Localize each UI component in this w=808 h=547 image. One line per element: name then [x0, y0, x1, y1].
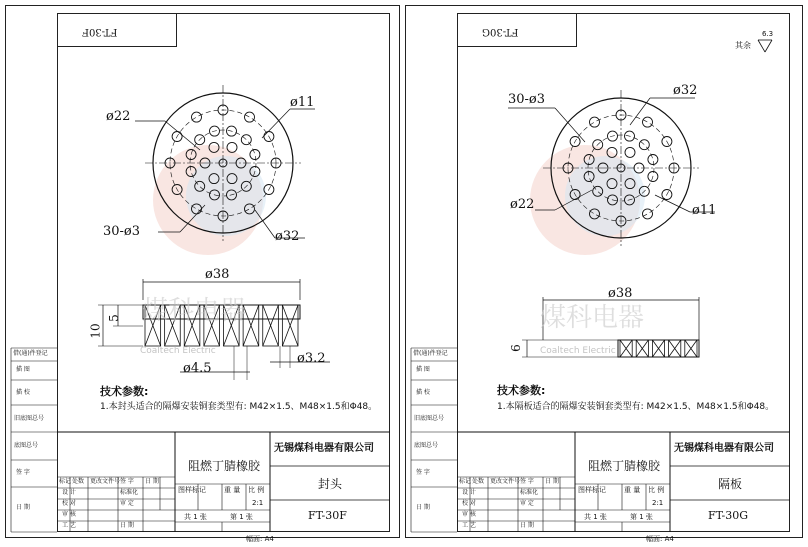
dim-h5: 5: [106, 314, 121, 322]
role-design: 设 计: [462, 489, 476, 496]
side-label-4: 旧底图总号: [414, 415, 445, 422]
format-label: 幅面: A4: [246, 535, 274, 543]
side-label-2: 描 图: [416, 366, 430, 373]
side-label-4: 旧底图总号: [14, 415, 45, 422]
rev-header-5: 日 期: [545, 478, 559, 485]
rev-header-2: 处数: [72, 478, 85, 485]
stage-header-2: 重 量: [624, 486, 641, 494]
drawing-code: FT-30F: [308, 509, 347, 522]
dim-d38: ø38: [205, 267, 230, 282]
tech-text: 1.本封头适合的隔爆安装铜套类型有: M42×1.5、M48×1.5和Φ48。: [100, 402, 378, 412]
side-label-1: 借(通)件登记: [13, 350, 48, 357]
watermark-en: Coaltech Electric: [540, 346, 616, 356]
scale-value: 2:1: [652, 499, 664, 507]
tech-text: 1.本隔板适合的隔爆安装铜套类型有: M42×1.5、M48×1.5和Φ48。: [497, 402, 775, 412]
dim-holes: 30-ø3: [103, 224, 141, 239]
rev-header-5: 日 期: [145, 478, 159, 485]
dim-d38: ø38: [608, 286, 633, 301]
company-label: 无锡煤科电器有限公司: [274, 443, 374, 454]
role-check: 校 对: [62, 500, 76, 507]
part-name: 封头: [318, 477, 343, 491]
side-label-5: 底图总号: [14, 442, 39, 449]
rev-header-4: 签 字: [520, 478, 534, 485]
role-process: 工 艺: [462, 522, 476, 529]
material-label: 阻燃丁腈橡胶: [588, 459, 661, 473]
dim-d32: ø32: [275, 229, 300, 244]
format-label: 幅面: A4: [646, 535, 674, 543]
role-process: 工 艺: [62, 522, 76, 529]
std-label-2: 审 定: [520, 500, 534, 507]
watermark-cn: 煤科电器: [142, 296, 247, 326]
std-label-3: 日 期: [520, 522, 534, 529]
rev-header-1: 标记: [459, 478, 472, 485]
side-label-2: 描 图: [16, 366, 30, 373]
hole: [648, 155, 658, 165]
std-label-3: 日 期: [120, 522, 134, 529]
stage-header-3: 比 例: [648, 486, 665, 494]
dim-d22: ø22: [510, 197, 535, 212]
dim-holes: 30-ø3: [508, 92, 546, 107]
hole: [643, 209, 653, 219]
std-label-1: 标准化: [120, 489, 139, 496]
role-check: 校 对: [462, 500, 476, 507]
stage-header-1: 图样标记: [578, 486, 606, 494]
side-label-5: 底图总号: [414, 442, 439, 449]
dim-d45: ø4.5: [183, 361, 212, 376]
rev-header-3: 更改文件号: [90, 478, 121, 485]
material-label: 阻燃丁腈橡胶: [188, 459, 261, 473]
tech-title: 技术参数:: [100, 385, 149, 398]
dim-d11: ø11: [692, 203, 717, 218]
side-label-1: 借(通)件登记: [413, 350, 448, 357]
dim-h6: 6: [508, 344, 523, 352]
rev-header-3: 更改文件号: [490, 478, 521, 485]
sheets-count: 共 1 张: [184, 513, 207, 521]
dim-d11: ø11: [290, 95, 315, 110]
std-label-2: 审 定: [120, 500, 134, 507]
stage-header-3: 比 例: [248, 486, 265, 494]
rev-header-2: 处数: [472, 478, 485, 485]
dim-h10: 10: [88, 323, 103, 339]
role-design: 设 计: [62, 489, 76, 496]
side-label-3: 描 校: [16, 389, 30, 396]
side-label-7: 日 期: [16, 504, 30, 511]
hole: [590, 117, 600, 127]
sheets-count: 共 1 张: [584, 513, 607, 521]
scale-value: 2:1: [252, 499, 264, 507]
side-label-7: 日 期: [416, 504, 430, 511]
side-label-6: 签 字: [16, 469, 30, 476]
surface-label: 其余: [735, 41, 751, 50]
hole: [625, 147, 635, 157]
sheet-number: 第 1 张: [630, 513, 653, 521]
side-label-3: 描 校: [416, 389, 430, 396]
dim-d32: ø32: [673, 83, 698, 98]
hole: [639, 140, 649, 150]
company-label: 无锡煤科电器有限公司: [674, 443, 774, 454]
dim-d22: ø22: [106, 109, 131, 124]
sheet-number: 第 1 张: [230, 513, 253, 521]
role-review: 审 核: [462, 511, 476, 518]
watermark-en: Coaltech Electric: [140, 346, 216, 356]
rev-header-4: 签 字: [120, 478, 134, 485]
dim-d32b: ø3.2: [297, 351, 326, 366]
surface-value: 6.3: [762, 30, 774, 38]
part-name: 隔板: [718, 477, 743, 491]
std-label-1: 标准化: [520, 489, 539, 496]
title-box-text: FT-30F: [82, 26, 118, 37]
tech-title: 技术参数:: [497, 384, 546, 397]
side-label-6: 签 字: [416, 469, 430, 476]
role-review: 审 核: [62, 511, 76, 518]
stage-header-1: 图样标记: [178, 486, 206, 494]
hole: [643, 117, 653, 127]
drawing-code: FT-30G: [708, 509, 749, 522]
rev-header-1: 标记: [59, 478, 72, 485]
watermark-cn: 煤科电器: [540, 303, 645, 333]
stage-header-2: 重 量: [224, 486, 241, 494]
title-box-text: FT-30G: [482, 26, 519, 37]
